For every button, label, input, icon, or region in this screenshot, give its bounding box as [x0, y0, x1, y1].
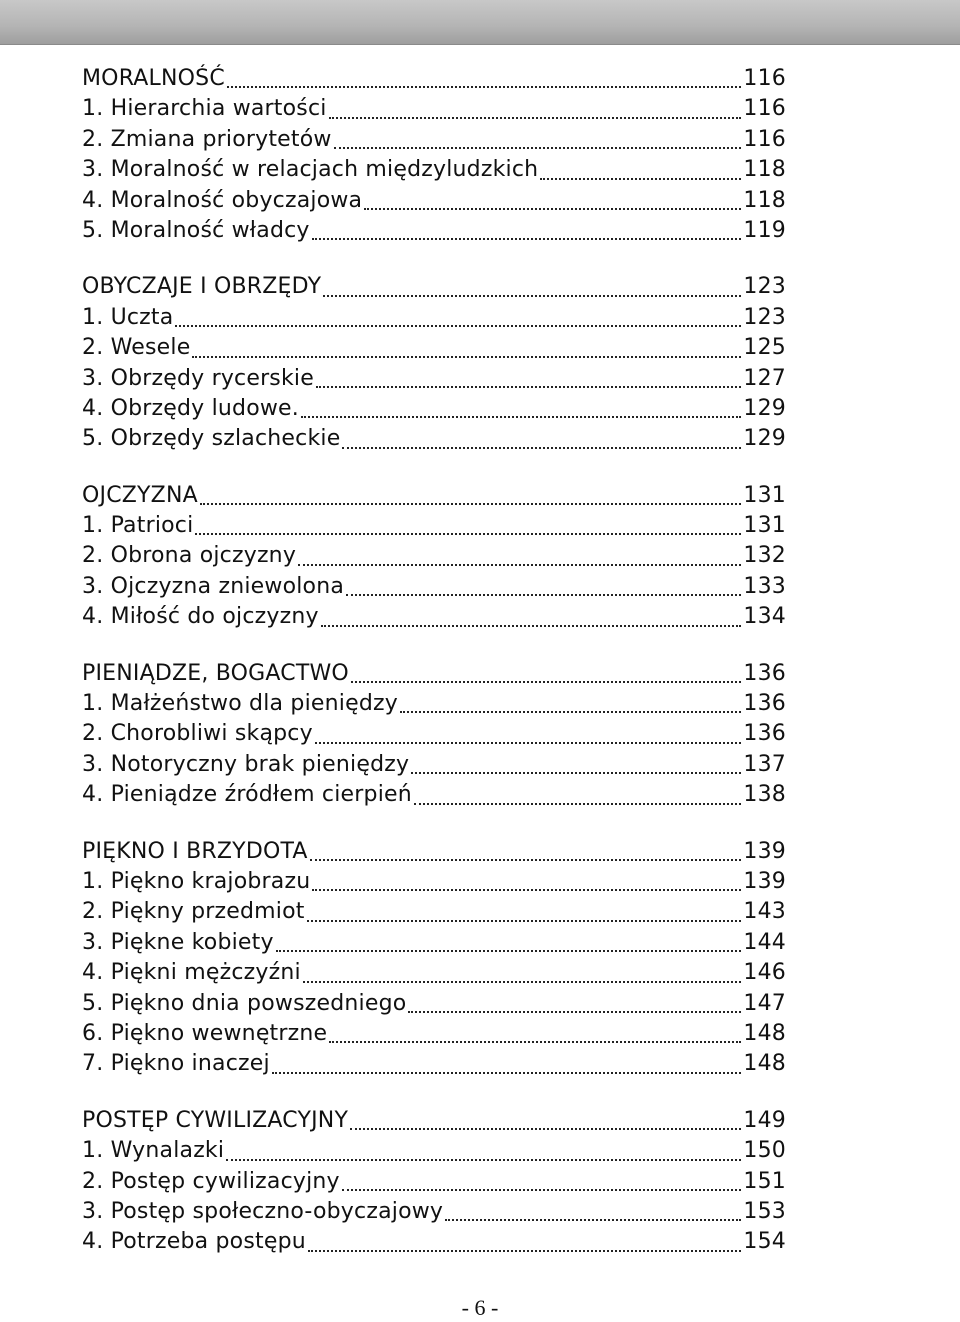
entry-label: 2. Chorobliwi skąpcy [82, 721, 313, 747]
entry-page: 139 [743, 838, 786, 864]
section-title[interactable] [82, 272, 786, 302]
entry-page: 139 [743, 868, 786, 894]
toc-item[interactable] [82, 780, 786, 810]
entry-label: PIĘKNO I BRZYDOTA [82, 838, 308, 864]
entry-label: 4. Obrzędy ludowe. [82, 395, 299, 421]
dot-leader [321, 625, 742, 627]
dot-leader [226, 1159, 741, 1161]
toc-item[interactable] [82, 989, 786, 1019]
entry-label: 1. Uczta [82, 304, 174, 330]
dot-leader [334, 147, 742, 149]
entry-label: 1. Wynalazki [82, 1138, 225, 1164]
table-of-contents [82, 64, 786, 1284]
dot-leader [408, 1011, 741, 1013]
toc-item[interactable] [82, 303, 786, 333]
dot-leader [308, 1250, 742, 1252]
entry-label: 3. Postęp społeczno-obyczajowy [82, 1198, 444, 1224]
entry-label: 4. Potrzeba postępu [82, 1229, 306, 1255]
dot-leader [342, 1189, 742, 1191]
toc-item[interactable] [82, 689, 786, 719]
toc-item[interactable] [82, 1136, 786, 1166]
toc-item[interactable] [82, 424, 786, 454]
entry-page: 148 [743, 1020, 786, 1046]
dot-leader [346, 594, 741, 596]
dot-leader [276, 950, 742, 952]
entry-label: 3. Notoryczny brak pieniędzy [82, 751, 410, 777]
entry-page: 116 [743, 96, 786, 122]
entry-page: 153 [743, 1198, 786, 1224]
dot-leader [350, 1128, 741, 1130]
toc-item[interactable] [82, 541, 786, 571]
entry-label: 2. Postęp cywilizacyjny [82, 1168, 340, 1194]
toc-item[interactable] [82, 511, 786, 541]
entry-label: 1. Piękno krajobrazu [82, 868, 311, 894]
dot-leader [200, 503, 742, 505]
entry-label: 4. Pieniądze źródłem cierpień [82, 782, 412, 808]
entry-page: 134 [743, 604, 786, 630]
toc-item[interactable] [82, 602, 786, 632]
entry-label: 2. Obrona ojczyzny [82, 543, 297, 569]
dot-leader [411, 772, 741, 774]
entry-label: 1. Patrioci [82, 513, 194, 539]
dot-leader [351, 681, 741, 683]
toc-section-postep-cywilizacyjny [82, 1106, 786, 1258]
entry-page: 118 [743, 157, 786, 183]
page-number: - 6 - [461, 1295, 499, 1320]
toc-item[interactable] [82, 928, 786, 958]
entry-page: 116 [743, 126, 786, 152]
dot-leader [272, 1072, 742, 1074]
dot-leader [342, 447, 741, 449]
toc-section-obyczaje-i-obrzedy [82, 272, 786, 454]
toc-item[interactable] [82, 1019, 786, 1049]
entry-page: 125 [743, 335, 786, 361]
toc-item[interactable] [82, 1197, 786, 1227]
dot-leader [227, 86, 742, 88]
toc-section-moralnosc [82, 64, 786, 246]
dot-leader [303, 981, 742, 983]
dot-leader [445, 1219, 741, 1221]
entry-label: 3. Obrzędy rycerskie [82, 365, 314, 391]
dot-leader [175, 325, 741, 327]
section-title[interactable] [82, 659, 786, 689]
toc-item[interactable] [82, 394, 786, 424]
entry-page: 148 [743, 1051, 786, 1077]
dot-leader [301, 416, 741, 418]
dot-leader [329, 1041, 741, 1043]
entry-page: 129 [743, 395, 786, 421]
toc-section-ojczyzna [82, 481, 786, 633]
entry-page: 147 [743, 990, 786, 1016]
dot-leader [323, 295, 741, 297]
dot-leader [329, 117, 742, 119]
section-title[interactable] [82, 1106, 786, 1136]
entry-page: 138 [743, 782, 786, 808]
entry-label: 5. Moralność władcy [82, 217, 310, 243]
entry-page: 127 [743, 365, 786, 391]
entry-page: 123 [743, 274, 786, 300]
toc-item[interactable] [82, 1049, 786, 1079]
entry-label: 3. Moralność w relacjach międzyludzkich [82, 157, 539, 183]
toc-item[interactable] [82, 1227, 786, 1257]
section-title[interactable] [82, 837, 786, 867]
toc-item[interactable] [82, 155, 786, 185]
toc-item[interactable] [82, 572, 786, 602]
entry-page: 144 [743, 929, 786, 955]
entry-label: 3. Piękne kobiety [82, 929, 274, 955]
dot-leader [315, 742, 742, 744]
toc-item[interactable] [82, 94, 786, 124]
entry-page: 154 [743, 1229, 786, 1255]
entry-label: POSTĘP CYWILIZACYJNY [82, 1107, 349, 1133]
entry-page: 131 [743, 482, 786, 508]
toc-item[interactable] [82, 958, 786, 988]
entry-page: 133 [743, 573, 786, 599]
entry-label: 2. Zmiana priorytetów [82, 126, 332, 152]
entry-label: 5. Obrzędy szlacheckie [82, 426, 341, 452]
header-bar [0, 0, 960, 45]
entry-label: 4. Moralność obyczajowa [82, 187, 363, 213]
dot-leader [400, 711, 741, 713]
entry-page: 123 [743, 304, 786, 330]
entry-page: 151 [743, 1168, 786, 1194]
entry-page: 129 [743, 426, 786, 452]
dot-leader [307, 920, 742, 922]
dot-leader [298, 564, 741, 566]
dot-leader [316, 386, 741, 388]
entry-label: 1. Hierarchia wartości [82, 96, 327, 122]
section-title[interactable] [82, 64, 786, 94]
entry-label: MORALNOŚĆ [82, 66, 225, 91]
entry-label: OBYCZAJE I OBRZĘDY [82, 274, 322, 300]
toc-item[interactable] [82, 867, 786, 897]
entry-page: 137 [743, 751, 786, 777]
entry-page: 136 [743, 660, 786, 686]
dot-leader [310, 859, 742, 861]
toc-item[interactable] [82, 125, 786, 155]
toc-section-pieniadze-bogactwo [82, 659, 786, 811]
entry-label: 2. Piękny przedmiot [82, 899, 305, 925]
entry-page: 118 [743, 187, 786, 213]
entry-label: 1. Małżeństwo dla pieniędzy [82, 691, 398, 717]
section-title[interactable] [82, 481, 786, 511]
toc-item[interactable] [82, 186, 786, 216]
entry-page: 143 [743, 899, 786, 925]
dot-leader [312, 889, 741, 891]
toc-item[interactable] [82, 750, 786, 780]
entry-page: 119 [743, 217, 786, 243]
entry-label: 5. Piękno dnia powszedniego [82, 990, 407, 1016]
toc-item[interactable] [82, 897, 786, 927]
dot-leader [192, 356, 741, 358]
entry-page: 146 [743, 960, 786, 986]
entry-label: 6. Piękno wewnętrzne [82, 1020, 328, 1046]
entry-label: 4. Miłość do ojczyzny [82, 604, 319, 630]
toc-item[interactable] [82, 364, 786, 394]
toc-item[interactable] [82, 1167, 786, 1197]
entry-page: 149 [743, 1107, 786, 1133]
entry-label: PIENIĄDZE, BOGACTWO [82, 660, 349, 686]
entry-page: 136 [743, 721, 786, 747]
entry-label: OJCZYZNA [82, 482, 198, 508]
entry-label: 7. Piękno inaczej [82, 1051, 270, 1077]
toc-item[interactable] [82, 216, 786, 246]
toc-section-piekno-i-brzydota [82, 837, 786, 1080]
entry-page: 131 [743, 513, 786, 539]
dot-leader [195, 533, 741, 535]
entry-page: 136 [743, 691, 786, 717]
entry-page: 150 [743, 1138, 786, 1164]
entry-page: 132 [743, 543, 786, 569]
dot-leader [364, 208, 741, 210]
entry-page: 116 [743, 66, 786, 91]
toc-item[interactable] [82, 333, 786, 363]
dot-leader [540, 178, 741, 180]
entry-label: 3. Ojczyzna zniewolona [82, 573, 345, 599]
toc-item[interactable] [82, 719, 786, 749]
dot-leader [312, 238, 742, 240]
entry-label: 4. Piękni mężczyźni [82, 960, 301, 986]
entry-label: 2. Wesele [82, 335, 191, 361]
dot-leader [414, 803, 742, 805]
